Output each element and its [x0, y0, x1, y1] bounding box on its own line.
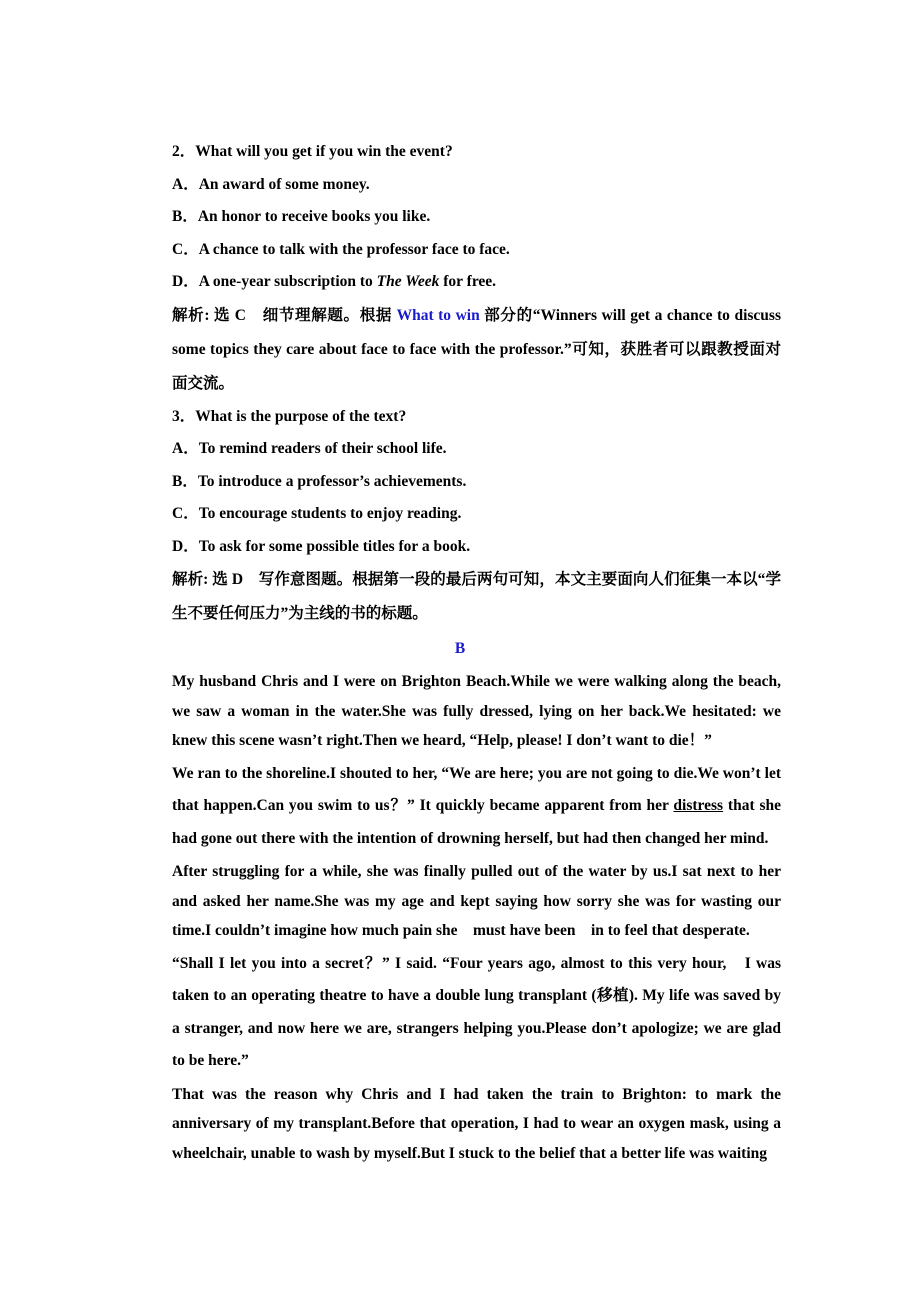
explanation-label: 解析: 选 C 细节理解题。根据 — [172, 306, 397, 324]
magazine-title: The Week — [376, 273, 440, 290]
question-2-option-b: B．An honor to receive books you like. — [172, 208, 431, 225]
passage-paragraph-4: “Shall I let you into a secret？” I said. “Four years ago, almost to this very hour, I was taken to an operating theatre to have a double lung transplant (移植). My life was saved by a stranger, and now here we are, strangers helping you.Please don’t apologize; we are glad to be here.” — [172, 954, 781, 1069]
question-2-option-c: C．A chance to talk with the professor face to face. — [172, 240, 510, 258]
highlight-what-to-win: What to win — [396, 306, 480, 324]
passage-paragraph-5: That was the reason why Chris and I had taken the train to Brighton: to mark the anniversary of my transplant.Before that operation, I had to wear an oxygen mask, using a wheelchair, unable to wash by myself.But I stuck to the belief that a better life was waiting — [172, 1085, 781, 1162]
option-d-suffix: for free. — [439, 273, 497, 290]
question-2-option-a: A．An award of some money. — [172, 175, 370, 193]
paragraph-2-tail: that she had gone out there with the intention of drowning herself, but had then changed her mind. — [172, 797, 781, 847]
option-d-text: D．A one-year subscription to — [172, 273, 377, 290]
explanation-body: 部分的“Winners will get a chance to discuss some topics they care about face to face with the professor.”可知，获胜者可以跟教授面对面交流。 — [172, 306, 781, 392]
document-content — [139, 136, 781, 1168]
question-3-option-d: D．To ask for some possible titles for a book. — [172, 537, 471, 555]
passage-paragraph-2 — [139, 758, 781, 856]
question-2-explanation — [139, 299, 781, 401]
question-3-option-b: B．To introduce a professor’s achievements. — [172, 472, 467, 490]
question-3-explanation: 解析: 选 D 写作意图题。根据第一段的最后两句可知，本文主要面向人们征集一本以“学生不要任何压力”为主线的书的标题。 — [172, 571, 781, 622]
question-3-option-a: A．To remind readers of their school life. — [172, 440, 447, 457]
question-3-stem: 3．What is the purpose of the text? — [172, 407, 407, 425]
question-2-stem: 2．What will you get if you win the event? — [172, 143, 453, 160]
question-2-option-d — [139, 266, 781, 299]
underlined-word: distress — [673, 797, 724, 814]
question-3-option-c: C．To encourage students to enjoy reading. — [172, 505, 462, 522]
section-heading: B — [454, 640, 466, 657]
paragraph-2-text: We ran to the shoreline.I shouted to her, “We are here; you are not going to die.We won’t let that happen.Can you swim to us？” It quickly became apparent from her — [172, 764, 781, 814]
passage-paragraph-3: After struggling for a while, she was finally pulled out of the water by us.I sat next to her and asked her name.She was my age and kept saying how sorry she was for wasting our time.I couldn’t imagine how much pain she must have been in to feel that desperate. — [172, 863, 781, 939]
passage-paragraph-1: My husband Chris and I were on Brighton Beach.While we were walking along the beach, we saw a woman in the water.She was fully dressed, lying on her back.We hesitated: we knew this scene wasn’t right.Then we heard, “Help, please! I don’t want to die！” — [172, 673, 781, 749]
